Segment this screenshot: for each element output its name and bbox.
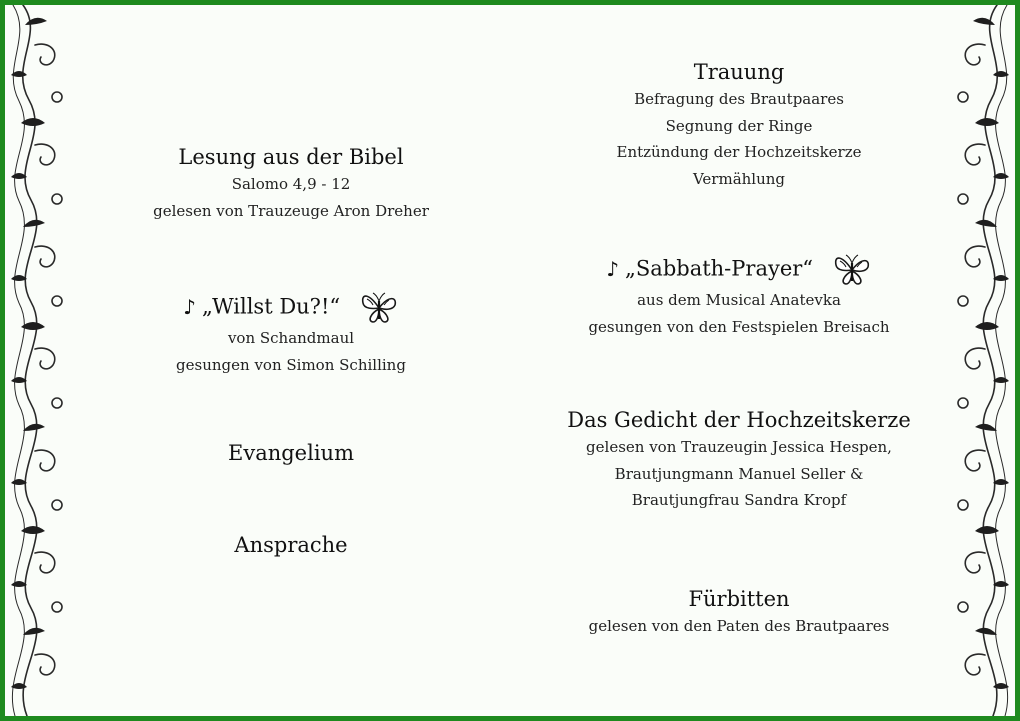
wedding-title: Trauung <box>693 60 785 84</box>
reading-line: Salomo 4,9 - 12 <box>231 175 351 193</box>
wedding-line: Vermählung <box>692 169 786 188</box>
section-wedding <box>539 58 939 192</box>
floral-border-right <box>945 5 1015 716</box>
section-reading <box>91 143 491 224</box>
gospel-title: Evangelium <box>228 441 354 465</box>
section-gospel <box>91 439 491 467</box>
wedding-line: Befragung des Brautpaares <box>634 90 844 108</box>
floral-border-left <box>5 5 75 716</box>
butterfly-icon <box>359 291 399 325</box>
reading-line: gelesen von Trauzeuge Aron Dreher <box>153 201 429 220</box>
intercessions-title: Fürbitten <box>688 587 790 611</box>
song1-line: gesungen von Simon Schilling <box>176 355 406 374</box>
song2-title: „Sabbath-Prayer“ <box>625 256 814 281</box>
song2-heading <box>539 253 939 287</box>
section-poem <box>539 406 939 514</box>
poem-line: Brautjungfrau Sandra Kropf <box>631 491 847 509</box>
song2-line: gesungen von den Festspielen Breisach <box>588 317 890 336</box>
butterfly-icon <box>832 253 872 287</box>
wedding-line: Entzündung der Hochzeitskerze <box>616 143 862 161</box>
section-song-sabbath-prayer <box>539 253 939 340</box>
reading-title: Lesung aus der Bibel <box>178 145 404 169</box>
wedding-line: Segnung der Ringe <box>665 116 813 135</box>
section-song-willst-du <box>91 291 491 378</box>
song1-heading <box>91 291 491 325</box>
song2-line: aus dem Musical Anatevka <box>637 291 841 309</box>
poem-line: Brautjungmann Manuel Seller & <box>614 464 864 483</box>
poem-title: Das Gedicht der Hochzeitskerze <box>567 408 911 432</box>
song1-line: von Schandmaul <box>227 329 355 347</box>
sermon-title: Ansprache <box>234 533 348 557</box>
music-note-icon: ♪ <box>606 256 620 281</box>
intercessions-line: gelesen von den Paten des Brautpaares <box>588 617 890 635</box>
section-sermon <box>91 531 491 559</box>
music-note-icon: ♪ <box>183 294 196 319</box>
section-intercessions <box>539 585 939 640</box>
poem-line: gelesen von Trauzeugin Jessica Hespen, <box>586 438 892 456</box>
song1-title: „Willst Du?!“ <box>201 294 341 319</box>
